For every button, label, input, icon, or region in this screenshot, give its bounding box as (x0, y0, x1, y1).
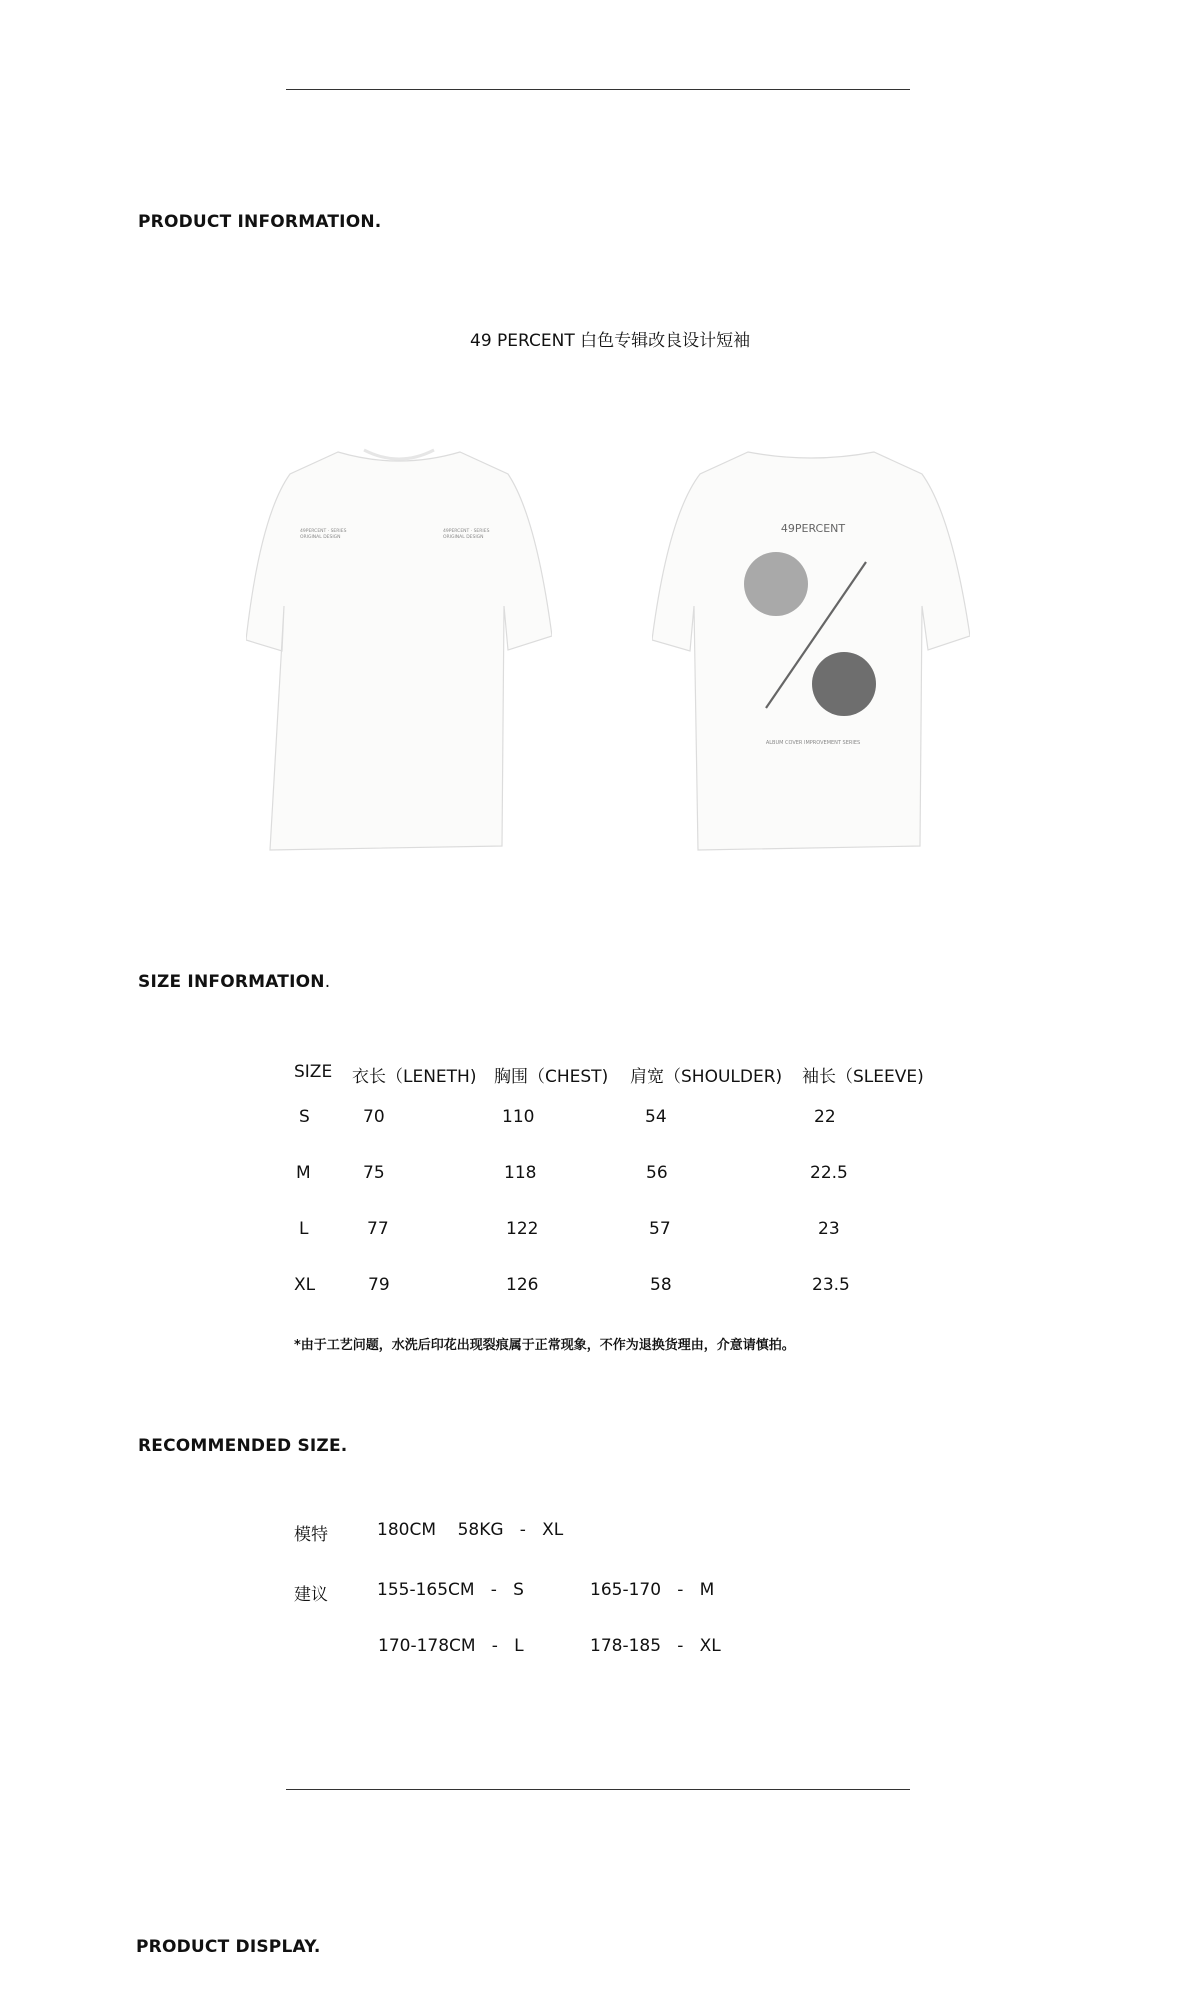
size-information-text: SIZE INFORMATION (138, 972, 325, 992)
size-information-heading (138, 972, 330, 992)
row-size: S (299, 1107, 310, 1127)
row-size: L (299, 1219, 309, 1239)
row-chest: 126 (506, 1275, 539, 1295)
suggestion-s: 155-165CM - S (377, 1580, 524, 1600)
svg-text:49PERCENT · SERIES: 49PERCENT · SERIES (443, 529, 490, 534)
print-circle-dark (812, 652, 876, 716)
row-shoulder: 57 (649, 1219, 671, 1239)
svg-text:49PERCENT · SERIES: 49PERCENT · SERIES (300, 529, 347, 534)
shoulder-header: 肩宽（SHOULDER) (630, 1067, 783, 1087)
row-sleeve: 23 (818, 1219, 840, 1239)
model-value: 180CM 58KG - XL (377, 1520, 564, 1540)
product-display-heading: PRODUCT DISPLAY. (136, 1937, 321, 1957)
row-size: M (296, 1163, 311, 1183)
top-divider (286, 89, 910, 90)
row-size: XL (294, 1275, 316, 1295)
row-length: 77 (367, 1219, 389, 1239)
shirt-back-image (652, 446, 970, 852)
wash-note: *由于工艺问题，水洗后印花出现裂痕属于正常现象，不作为退换货理由，介意请慎拍。 (294, 1338, 795, 1353)
bottom-divider (286, 1789, 910, 1790)
row-shoulder: 56 (646, 1163, 668, 1183)
sleeve-header: 袖长（SLEEVE) (802, 1067, 924, 1087)
back-print-title: 49PERCENT (780, 522, 846, 535)
row-chest: 122 (506, 1219, 539, 1239)
svg-text:ORIGINAL DESIGN: ORIGINAL DESIGN (300, 535, 341, 540)
size-information-dot: . (324, 972, 331, 992)
row-length: 79 (368, 1275, 390, 1295)
length-header: 衣长（LENETH) (352, 1067, 477, 1087)
suggestion-xl: 178-185 - XL (590, 1636, 721, 1656)
suggestion-m: 165-170 - M (590, 1580, 715, 1600)
suggestion-l: 170-178CM - L (378, 1636, 524, 1656)
row-sleeve: 22 (814, 1107, 836, 1127)
row-length: 70 (363, 1107, 385, 1127)
recommended-size-heading: RECOMMENDED SIZE. (138, 1436, 348, 1456)
row-sleeve: 23.5 (812, 1275, 850, 1295)
row-shoulder: 54 (645, 1107, 667, 1127)
suggest-label: 建议 (294, 1585, 328, 1605)
svg-text:ORIGINAL DESIGN: ORIGINAL DESIGN (443, 535, 484, 540)
product-information-heading: PRODUCT INFORMATION. (138, 212, 382, 232)
row-length: 75 (363, 1163, 385, 1183)
model-label: 模特 (294, 1525, 328, 1545)
back-print-caption: ALBUM COVER IMPROVEMENT SERIES (765, 740, 861, 746)
row-chest: 110 (502, 1107, 535, 1127)
row-shoulder: 58 (650, 1275, 672, 1295)
row-chest: 118 (504, 1163, 537, 1183)
product-title: 49 PERCENT 白色专辑改良设计短袖 (470, 331, 751, 351)
size-header: SIZE (294, 1062, 333, 1082)
print-circle-light (744, 552, 808, 616)
row-sleeve: 22.5 (810, 1163, 848, 1183)
chest-header: 胸围（CHEST) (494, 1067, 609, 1087)
shirt-front-image (246, 446, 552, 852)
